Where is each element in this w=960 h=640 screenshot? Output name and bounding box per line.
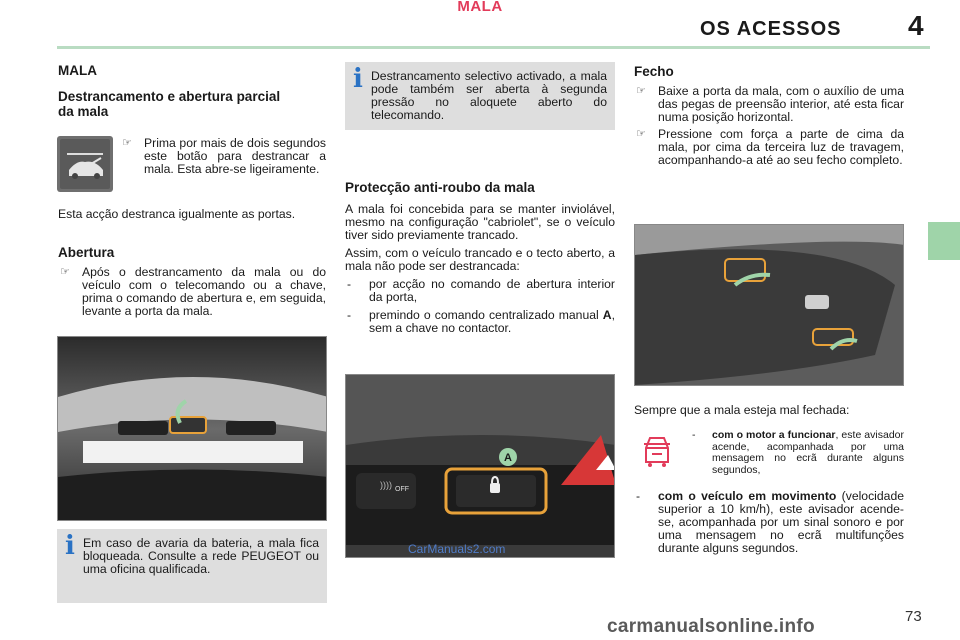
section-heading: MALA [58,63,97,78]
page-number: 73 [905,608,922,625]
dashboard-illustration [346,375,615,558]
subheading: Destrancamento e abertura parcial da mala [58,89,281,119]
callout-a: A [504,452,512,464]
paragraph: A mala foi concebida para se manter inviolável, mesmo na configuração "cabriolet", se o veículo tiver sido previamente trancado. [345,202,615,242]
pointing-hand-icon: ☞ [122,137,132,149]
svg-text:)))): )))) [380,480,392,490]
site-watermark: carmanualsonline.info [607,616,815,637]
instruction-text: Pressione com força a parte de cima da mala, por cima da terceira luz de travagem, acompanhando-a até ao seu fecho completo. [658,127,904,167]
closing-section [634,64,904,167]
info-text: Destrancamento selectivo activado, a mala pode também ser aberta à segunda pressão no aloquete aberto do telecomando. [371,69,607,122]
abertura-heading: Abertura [58,245,115,260]
info-box-battery [57,529,327,603]
header-rule [57,46,930,49]
trunk-photo [57,336,327,521]
list-item: - premindo o comando centralizado manual A, sem a chave no contactor. [347,308,615,335]
paragraph: Sempre que a mala esteja mal fechada: [634,403,850,417]
top-title: MALA [457,0,503,15]
pointing-hand-icon: ☞ [636,85,646,97]
trunk-open-warning-icon [642,432,672,468]
abertura-section [58,245,326,318]
anti-theft-heading: Protecção anti-roubo da mala [345,180,535,195]
chapter-side-tab [928,222,960,260]
pointing-hand-icon: ☞ [60,266,70,278]
list-item: por acção no comando de abertura interior da porta, [369,277,615,304]
fecho-heading: Fecho [634,64,674,79]
paragraph: Esta acção destranca igualmente as portas. [58,207,296,221]
instruction-text: Após o destrancamento da mala ou do veículo com o telecomando ou a chave, prima o comando de abertura e, em seguida, levante a porta da mala. [82,265,326,318]
instruction-text: Baixe a porta da mala, com o auxílio de uma das pegas de preensão interior, até esta ficar numa posição horizontal. [658,84,904,124]
pointing-hand-icon: ☞ [636,128,646,140]
trunk-lid-illustration [58,337,327,521]
trunk-interior-photo [634,224,904,386]
section-title: OS ACESSOS [700,18,842,40]
trunk-button-icon [57,136,113,192]
anti-theft-section: Protecção anti-roubo da mala A mala foi concebida para se manter inviolável, mesmo na configuração "cabriolet", se o veículo tiver sido previamente trancado. Assim, com o veículo trancado e o tecto aberto, a mala não pode ser destrancada: - por acção no comando de abertura interior da porta, - premindo o comando centralizado manual A, sem a chave no contactor. [345,180,615,335]
info-icon: i [353,64,363,94]
paragraph: Assim, com o veículo trancado e o tecto aberto, a mala não pode ser destrancada: [345,246,615,273]
warning-vehicle-moving: - com o veículo em movimento (velocidade superior a 10 km/h), este avisador acende-se, acompanhada por um sinal sonoro e por uma mensagem no ecrã multifunções durante alguns segundos. [636,489,904,555]
info-icon: i [65,531,75,561]
off-label: OFF [395,486,409,493]
central-lock-photo [345,374,615,558]
trunk-interior-illustration [635,225,904,386]
watermark: CarManuals2.com [408,542,506,556]
info-box-selective-unlock [345,62,615,130]
info-text: Em caso de avaria da bateria, a mala fica bloqueada. Consulte a rede PEUGEOT ou uma oficina qualificada. [83,536,319,576]
warning-engine-running: - com o motor a funcionar, este avisador acende, acompanhada por uma mensagem no ecrã durante alguns segundos, [692,429,904,476]
chapter-number: 4 [908,10,924,41]
instruction-text: Prima por mais de dois segundos este botão para destrancar a mala. Esta abre-se ligeiramente. [144,136,326,176]
column-1 [58,64,326,119]
button-instruction [120,137,326,176]
